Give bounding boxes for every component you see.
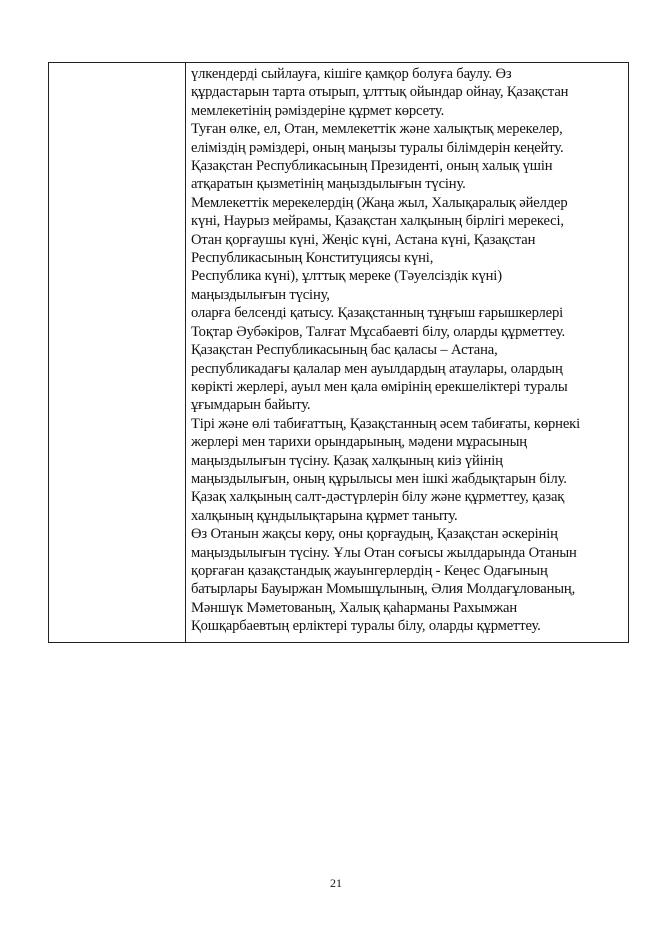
text-line: Қазақ халқының салт-дәстүрлерін білу және құрметтеу, қазақ [191, 489, 565, 506]
text-line: Тоқтар Әубәкіров, Талғат Мұсабаевті білу, оларды құрметтеу. [191, 323, 566, 340]
text-line: Отан қорғаушы күні, Жеңіс күні, Астана күні, Қазақстан [191, 231, 536, 248]
text-line: Туған өлке, ел, Отан, мемлекеттік және халықтық мерекелер, [191, 121, 563, 138]
text-line: Қазақстан Республикасының Президенті, оның халық үшін [191, 158, 553, 175]
text-line: мемлекетінің рәміздеріне құрмет көрсету. [191, 102, 445, 119]
text-line: маңыздылығын түсіну. Ұлы Отан соғысы жылдарында Отанын [191, 544, 577, 561]
text-line: көрікті жерлері, ауыл мен қала өмірінің ерекшеліктері туралы [191, 378, 568, 395]
text-line: еліміздің рәміздері, оның маңызы туралы білімдерін кеңейту. [191, 139, 564, 156]
text-line: Мәншүк Мәметованың, Халық қаһарманы Рахымжан [191, 599, 518, 616]
text-line: күні, Наурыз мейрамы, Қазақстан халқының бірлігі мерекесі, [191, 213, 564, 230]
content-table [48, 62, 629, 643]
text-line: жерлері мен тарихи орындарының, мәдени мұрасының [191, 434, 527, 451]
text-line: маңыздылығын түсіну. Қазақ халқының киіз үйінің [191, 452, 503, 469]
text-line: батырлары Бауыржан Момышұлының, Әлия Молдағұлованың, [191, 581, 576, 598]
text-line: Қошқарбаевтың ерліктері туралы білу, оларды құрметтеу. [191, 618, 541, 635]
text-line: Мемлекеттік мерекелердің (Жаңа жыл, Халықаралық әйелдер [191, 194, 568, 211]
text-line: Республика күні), ұлттық мереке (Тәуелсіздік күні) [191, 268, 502, 285]
text-line: оларға белсенді қатысу. Қазақстанның тұңғыш ғарышкерлері [191, 305, 564, 322]
left-column-cell [49, 63, 186, 643]
text-line: Қазақстан Республикасының бас қаласы – Астана, [191, 342, 498, 359]
text-line: республикадағы қалалар мен ауылдардың атаулары, олардың [191, 360, 563, 377]
right-column-cell [186, 63, 629, 643]
text-line: Республикасының Конституциясы күні, [191, 250, 434, 267]
text-line: атқаратын қызметінің маңыздылығын түсіну. [191, 176, 466, 193]
text-line: ұғымдарын байыту. [191, 397, 311, 414]
text-line: маңыздылығын, оның құрылысы мен ішкі жабдықтарын білу. [191, 470, 567, 487]
text-line: үлкендерді сыйлауға, кішіге қамқор болуға баулу. Өз [191, 66, 512, 82]
text-line: халқының құндылықтарына құрмет таныту. [191, 507, 458, 524]
cell-paragraph [186, 63, 628, 642]
text-line: қорғаған қазақстандық жауынгерлердің - Кеңес Одағының [191, 562, 548, 579]
text-line: Өз Отанын жақсы көру, оны қорғаудың, Қазақстан әскерінің [191, 526, 558, 543]
text-line: құрдастарын тарта отырып, ұлттық ойындар ойнау, Қазақстан [191, 84, 569, 101]
text-line: Тірі және өлі табиғаттың, Қазақстанның әсем табиғаты, көрнекі [191, 415, 581, 432]
page-number: 21 [330, 876, 342, 890]
table-row [49, 63, 629, 643]
text-line: маңыздылығын түсіну, [191, 286, 330, 303]
